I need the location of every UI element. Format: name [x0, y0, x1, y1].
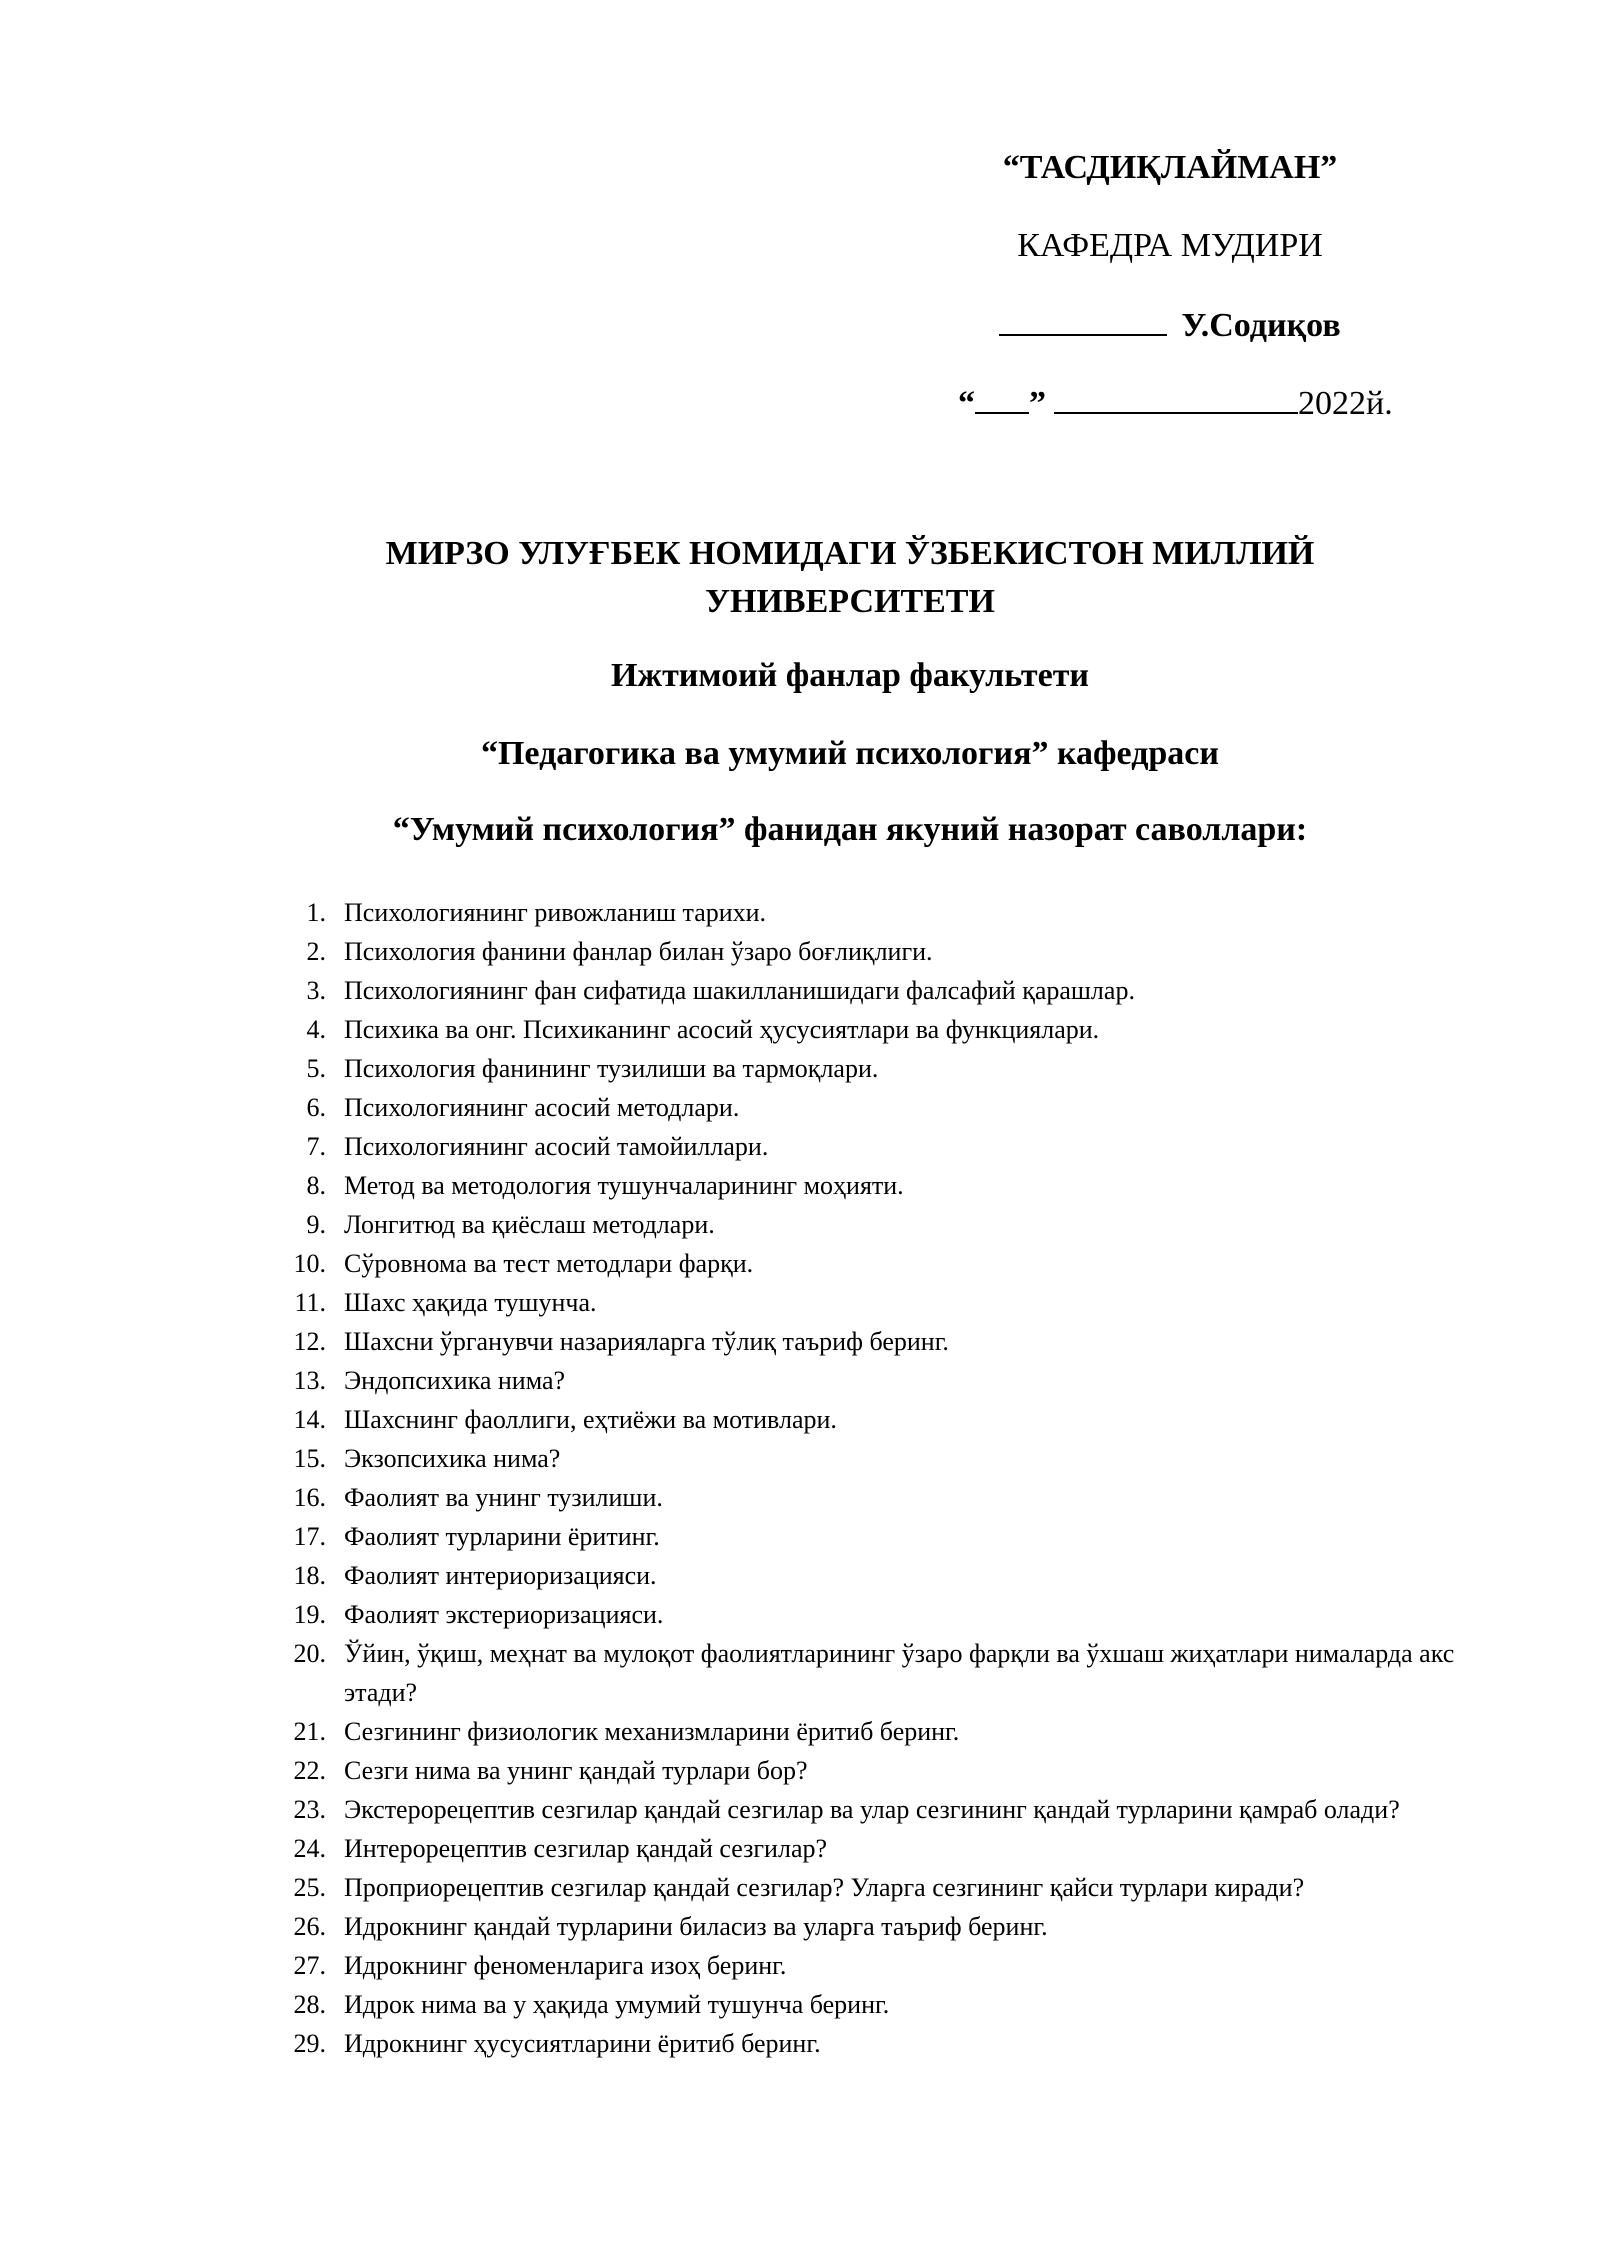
question-number: 2.	[306, 937, 326, 966]
question-text: Фаолият турларини ёритинг.	[344, 1522, 660, 1551]
question-text: Идрокнинг ҳусусиятларини ёритиб беринг.	[344, 2029, 821, 2058]
question-number: 16.	[293, 1483, 326, 1512]
question-number: 12.	[293, 1327, 326, 1356]
department-title: “Педагогика ва умумий психология” кафедраси	[480, 735, 1219, 772]
question-number: 15.	[293, 1444, 326, 1473]
question-item	[270, 1166, 1470, 1205]
signature-line	[930, 304, 1410, 346]
question-item	[270, 971, 1470, 1010]
month-blank	[1054, 382, 1298, 414]
question-text: Идрокнинг феноменларига изоҳ беринг.	[344, 1951, 787, 1980]
question-text: Шахс ҳақида тушунча.	[344, 1288, 597, 1317]
question-item	[270, 1439, 1470, 1478]
question-text: Экстерорецептив сезгилар қандай сезгилар ва улар сезгининг қандай турларини қамраб олади?	[344, 1795, 1400, 1824]
question-number: 14.	[293, 1405, 326, 1434]
question-number: 3.	[306, 976, 326, 1005]
question-item	[270, 1244, 1470, 1283]
question-text: Лонгитюд ва қиёслаш методлари.	[344, 1210, 715, 1239]
question-item	[270, 1712, 1470, 1751]
question-text: Шахсни ўрганувчи назарияларга тўлиқ таъриф беринг.	[344, 1327, 949, 1356]
question-text: Сезгининг физиологик механизмларини ёритиб беринг.	[344, 1717, 960, 1746]
question-number: 1.	[306, 898, 326, 927]
question-item	[270, 1517, 1470, 1556]
question-text: Экзопсихика нима?	[344, 1444, 561, 1473]
question-text: Фаолият экстериоризацияси.	[344, 1600, 664, 1629]
question-text: Психика ва онг. Психиканинг асосий ҳусусиятлари ва функциялари.	[344, 1015, 1100, 1044]
question-number: 6.	[306, 1093, 326, 1122]
question-number: 5.	[306, 1054, 326, 1083]
question-text: Психология фанини фанлар билан ўзаро боғлиқлиги.	[344, 937, 933, 966]
question-number: 26.	[293, 1912, 326, 1941]
date-open-quote: “	[958, 385, 975, 422]
question-text: Проприорецептив сезгилар қандай сезгилар? Уларга сезгининг қайси турлари киради?	[344, 1873, 1305, 1902]
question-text: Шахснинг фаоллиги, еҳтиёжи ва мотивлари.	[344, 1405, 837, 1434]
question-text: Идрокнинг қандай турларини биласиз ва уларга таъриф беринг.	[344, 1912, 1048, 1941]
question-number: 8.	[306, 1171, 326, 1200]
question-number: 18.	[293, 1561, 326, 1590]
question-item	[270, 1829, 1470, 1868]
question-item	[270, 2024, 1470, 2063]
question-item	[270, 1361, 1470, 1400]
question-text: Сўровнома ва тест методлари фарқи.	[344, 1249, 754, 1278]
question-item	[270, 1634, 1470, 1712]
question-number: 22.	[293, 1756, 326, 1785]
question-item	[270, 1322, 1470, 1361]
question-text: Метод ва методология тушунчаларининг моҳияти.	[344, 1171, 904, 1200]
question-number: 10.	[293, 1249, 326, 1278]
question-text: Эндопсихика нима?	[344, 1366, 566, 1395]
question-number: 9.	[306, 1210, 326, 1239]
question-item	[270, 1205, 1470, 1244]
question-item	[270, 1751, 1470, 1790]
question-item	[270, 1595, 1470, 1634]
question-item	[270, 1400, 1470, 1439]
question-item	[270, 1946, 1470, 1985]
question-item	[270, 1010, 1470, 1049]
question-text: Идрок нима ва у ҳақида умумий тушунча беринг.	[344, 1990, 890, 2019]
signer-name: У.Содиқов	[1181, 307, 1341, 344]
question-number: 13.	[293, 1366, 326, 1395]
question-text: Ўйин, ўқиш, меҳнат ва мулоқот фаолиятларининг ўзаро фарқли ва ўхшаш жиҳатлари нималарда акс этади?	[344, 1639, 1455, 1707]
question-text: Фаолият ва унинг тузилиши.	[344, 1483, 663, 1512]
signature-blank	[999, 304, 1167, 336]
questions-list	[270, 893, 1470, 2063]
question-item	[270, 1127, 1470, 1166]
question-item	[270, 932, 1470, 971]
question-item	[270, 1868, 1470, 1907]
question-text: Психологиянинг асосий тамойиллари.	[344, 1132, 769, 1161]
question-item	[270, 1790, 1470, 1829]
faculty-title: Ижтимоий фанлар факультети	[610, 657, 1089, 694]
question-text: Сезги нима ва унинг қандай турлари бор?	[344, 1756, 808, 1785]
question-item	[270, 1283, 1470, 1322]
date-line	[930, 382, 1410, 424]
approval-heading: “ТАСДИҚЛАЙМАН”	[1002, 149, 1338, 186]
question-number: 4.	[306, 1015, 326, 1044]
question-item	[270, 1049, 1470, 1088]
question-number: 11.	[294, 1288, 326, 1317]
question-number: 20.	[293, 1639, 326, 1668]
question-item	[270, 1088, 1470, 1127]
question-number: 17.	[293, 1522, 326, 1551]
question-text: Фаолият интериоризацияси.	[344, 1561, 657, 1590]
day-blank	[975, 382, 1029, 414]
question-number: 27.	[293, 1951, 326, 1980]
date-year: 2022й.	[1298, 385, 1393, 422]
question-number: 19.	[293, 1600, 326, 1629]
question-item	[270, 1478, 1470, 1517]
document-titles	[300, 530, 1400, 854]
question-item	[270, 1556, 1470, 1595]
question-number: 23.	[293, 1795, 326, 1824]
university-title: МИРЗО УЛУҒБЕК НОМИДАГИ ЎЗБЕКИСТОН МИЛЛИЙ УНИВЕРСИТЕТИ	[385, 535, 1315, 620]
question-text: Психологиянинг асосий методлари.	[344, 1093, 740, 1122]
question-text: Психологиянинг ривожланиш тарихи.	[344, 898, 767, 927]
question-number: 28.	[293, 1990, 326, 2019]
question-item	[270, 893, 1470, 932]
question-number: 7.	[306, 1132, 326, 1161]
question-number: 21.	[293, 1717, 326, 1746]
question-item	[270, 1907, 1470, 1946]
approval-block	[930, 148, 1410, 424]
question-number: 25.	[293, 1873, 326, 1902]
question-text: Психологиянинг фан сифатида шакилланишидаги фалсафий қарашлар.	[344, 976, 1135, 1005]
question-number: 24.	[293, 1834, 326, 1863]
question-text: Интерорецептив сезгилар қандай сезгилар?	[344, 1834, 828, 1863]
department-head-title: КАФЕДРА МУДИРИ	[1017, 227, 1323, 264]
question-number: 29.	[293, 2029, 326, 2058]
subject-title: “Умумий психология” фанидан якуний назорат саволлари:	[392, 811, 1308, 848]
question-text: Психология фанининг тузилиши ва тармоқлари.	[344, 1054, 879, 1083]
date-close-quote: ”	[1029, 385, 1046, 422]
question-item	[270, 1985, 1470, 2024]
